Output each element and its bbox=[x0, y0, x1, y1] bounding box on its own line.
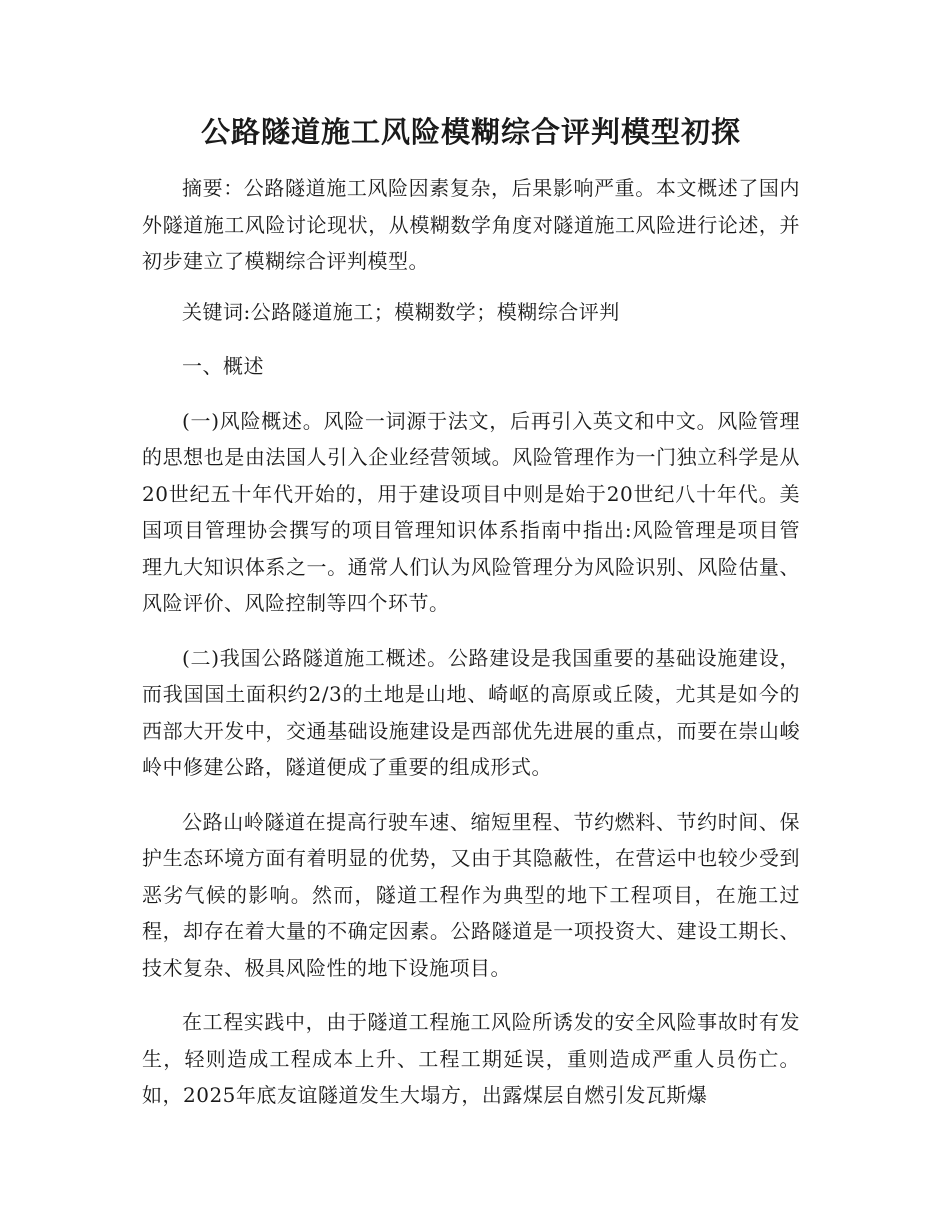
body-paragraph-risk-overview: (一)风险概述。风险一词源于法文，后再引入英文和中文。风险管理的思想也是由法国人引入企业经营领域。风险管理作为一门独立科学是从20世纪五十年代开始的，用于建设项目中则是始于20世纪八十年代。美国项目管理协会撰写的项目管理知识体系指南中指出:风险管理是项目管理九大知识体系之一。通常人们认为风险管理分为风险识别、风险估量、风险评价、风险控制等四个环节。 bbox=[142, 408, 800, 615]
body-paragraph-tunnel-overview: (二)我国公路隧道施工概述。公路建设是我国重要的基础设施建设，而我国国土面积约2/3的土地是山地、崎岖的高原或丘陵，尤其是如今的西部大开发中，交通基础设施建设是西部优先进展的重点，而要在崇山峻岭中修建公路，隧道便成了重要的组成形式。 bbox=[142, 645, 800, 779]
abstract-paragraph: 摘要：公路隧道施工风险因素复杂，后果影响严重。本文概述了国内外隧道施工风险讨论现状，从模糊数学角度对隧道施工风险进行论述，并初步建立了模糊综合评判模型。 bbox=[142, 176, 800, 273]
document-title: 公路隧道施工风险模糊综合评判模型初探 bbox=[200, 115, 741, 149]
body-paragraph-tunnel-advantages: 公路山岭隧道在提高行驶车速、缩短里程、节约燃料、节约时间、保护生态环境方面有着明显的优势，又由于其隐蔽性，在营运中也较少受到恶劣气候的影响。然而，隧道工程作为典型的地下工程项目，在施工过程，却存在着大量的不确定因素。公路隧道是一项投资大、建设工期长、技术复杂、极具风险性的地下设施项目。 bbox=[142, 809, 800, 980]
keywords-line: 关键词:公路隧道施工；模糊数学；模糊综合评判 bbox=[182, 299, 620, 324]
section-heading: 一、概述 bbox=[182, 354, 264, 378]
body-paragraph-engineering-practice: 在工程实践中，由于隧道工程施工风险所诱发的安全风险事故时有发生，轻则造成工程成本上升、工程工期延误，重则造成严重人员伤亡。如，2025年底友谊隧道发生大塌方，出露煤层自燃引发瓦斯爆 bbox=[142, 1010, 800, 1107]
